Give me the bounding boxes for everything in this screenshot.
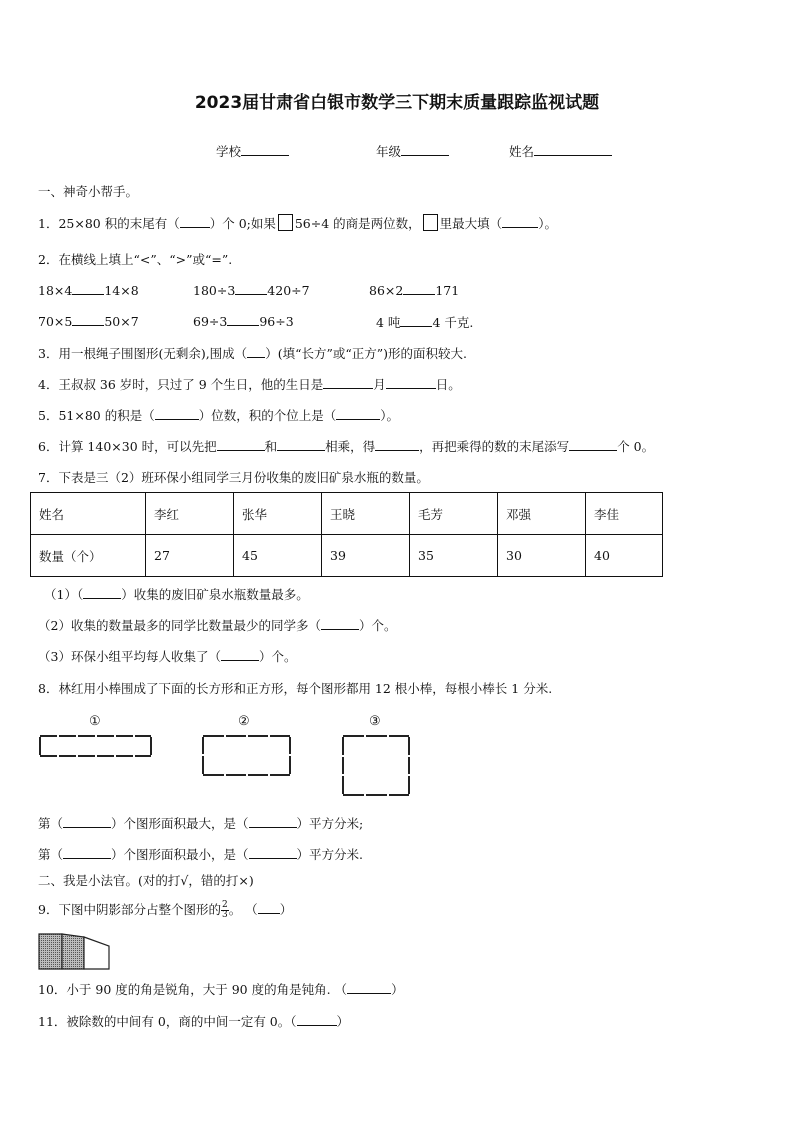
q7-blank-1[interactable] [83,586,121,599]
question-2: 2．在横线上填上“<”、“>”或“=”. [38,252,233,267]
q8-blank-3[interactable] [63,846,111,859]
question-8: 8．林红用小棒围成了下面的长方形和正方形，每个图形都用 12 根小棒，每根小棒长 1 分米. [38,681,553,696]
q1-blank-2[interactable] [502,215,538,228]
table-header-row [31,493,663,535]
table-header-cell: 邓强 [498,493,586,535]
q5-blank-1[interactable] [155,407,199,420]
shaded-part [39,934,62,969]
unshaded-part [84,937,109,969]
fraction: $\frac{2}{3}$ [221,900,228,920]
question-9: 9．下图中阴影部分占整个图形的 $\frac{2}{3}$ 。 （ ） [38,900,293,920]
shaded-part [62,934,84,969]
question-6: 6．计算 140×30 时，可以先把 和 相乘，得 ，再把乘得的数的末尾添写 个 0。 [38,439,655,454]
question-7: 7．下表是三（2）班环保小组同学三月份收集的废旧矿泉水瓶的数量。 [38,470,429,485]
q6-blank-1[interactable] [217,438,265,451]
compare-blank[interactable] [400,314,432,327]
q6-blank-2[interactable] [277,438,325,451]
q1-text-e: ）。 [538,216,557,231]
question-5: 5．51×80 的积是（ ）位数，积的个位上是（ ）。 [38,408,399,423]
shaded-trapezoid-figure [37,932,113,972]
compare-blank[interactable] [403,282,435,295]
q11-blank[interactable] [297,1013,337,1026]
compare-blank[interactable] [235,282,267,295]
compare-item: 70×5 50×7 [38,314,139,329]
table-header-cell: 李佳 [586,493,663,535]
compare-blank[interactable] [72,282,104,295]
table-cell: 27 [146,535,234,577]
name-label: 姓名 [509,144,535,159]
question-10: 10．小于 90 度的角是锐角，大于 90 度的角是钝角. （ ） [38,982,404,997]
compare-item: 4 吨 4 千克. [376,315,474,330]
q1-digit-box[interactable] [278,214,293,231]
table-header-cell: 姓名 [31,493,146,535]
compare-item: 18×4 14×8 [38,283,139,298]
q1-text-a: 1．25×80 积的末尾有（ [38,216,180,231]
compare-item: 69÷3 96÷3 [193,314,294,329]
q8-blank-1[interactable] [63,815,111,828]
question-1 [38,214,557,232]
table-header-cell: 王晓 [322,493,410,535]
compare-blank[interactable] [72,313,104,326]
name-field[interactable] [509,142,612,160]
grade-field[interactable] [376,142,449,160]
figure-label-2: ② [238,714,250,729]
table-row [31,535,663,577]
figure-label-1: ① [89,714,101,729]
question-4: 4．王叔叔 36 岁时，只过了 9 个生日，他的生日是 月 日。 [38,377,461,392]
compare-item: 180÷3 420÷7 [193,283,310,298]
q1-text-d: 里最大填（ [439,216,503,231]
q1-text-b: ）个 0;如果 [209,216,276,231]
q1-text-c: 56÷4 的商是两位数， [294,216,421,231]
q5-blank-2[interactable] [336,407,380,420]
q7-sub-2: （2）收集的数量最多的同学比数量最少的同学多（ ）个。 [38,618,397,633]
school-blank[interactable] [241,143,289,156]
table-cell: 40 [586,535,663,577]
section2-heading: 二、我是小法官。(对的打√，错的打×) [38,873,254,888]
stick-rectangle-2 [199,732,295,780]
table-cell: 35 [410,535,498,577]
q10-blank[interactable] [347,981,391,994]
q8-line-2: 第（ ）个图形面积最小，是（ ）平方分米. [38,847,364,862]
table-header-cell: 张华 [234,493,322,535]
q7-blank-3[interactable] [221,648,259,661]
table-cell: 30 [498,535,586,577]
q8-blank-2[interactable] [249,815,297,828]
q7-sub-3: （3）环保小组平均每人收集了（ ）个。 [38,649,297,664]
q3-blank[interactable] [247,345,265,358]
stick-rectangle-1 [36,732,156,762]
question-11: 11．被除数的中间有 0，商的中间一定有 0。（ ） [38,1014,350,1029]
school-field[interactable] [216,142,289,160]
table-cell: 45 [234,535,322,577]
grade-blank[interactable] [401,143,449,156]
q4-day-blank[interactable] [386,376,436,389]
question-3: 3．用一根绳子围图形(无剩余),围成（ ）(填“长方”或“正方”)形的面积较大. [38,346,467,361]
q6-blank-4[interactable] [569,438,617,451]
school-label: 学校 [216,144,242,159]
q6-blank-3[interactable] [375,438,419,451]
table-header-cell: 毛芳 [410,493,498,535]
section1-heading: 一、神奇小帮手。 [38,184,139,199]
q4-month-blank[interactable] [323,376,373,389]
q7-blank-2[interactable] [321,617,359,630]
q1-digit-box-ref [423,214,438,231]
compare-blank[interactable] [227,313,259,326]
figure-label-3: ③ [369,714,381,729]
q7-sub-1: （1）（ ）收集的废旧矿泉水瓶数量最多。 [44,587,309,602]
q1-blank-1[interactable] [180,215,210,228]
compare-item: 86×2 171 [369,283,460,298]
table-header-cell: 李红 [146,493,234,535]
q9-blank[interactable] [258,901,280,914]
page-title: 2023届甘肃省白银市数学三下期末质量跟踪监视试题 [194,93,600,113]
bottle-table [30,492,663,577]
q8-blank-4[interactable] [249,846,297,859]
q8-line-1: 第（ ）个图形面积最大，是（ ）平方分米; [38,816,364,831]
grade-label: 年级 [376,144,402,159]
stick-square-3 [339,732,415,800]
name-blank[interactable] [534,143,612,156]
table-cell: 39 [322,535,410,577]
table-row-label: 数量（个） [31,535,146,577]
